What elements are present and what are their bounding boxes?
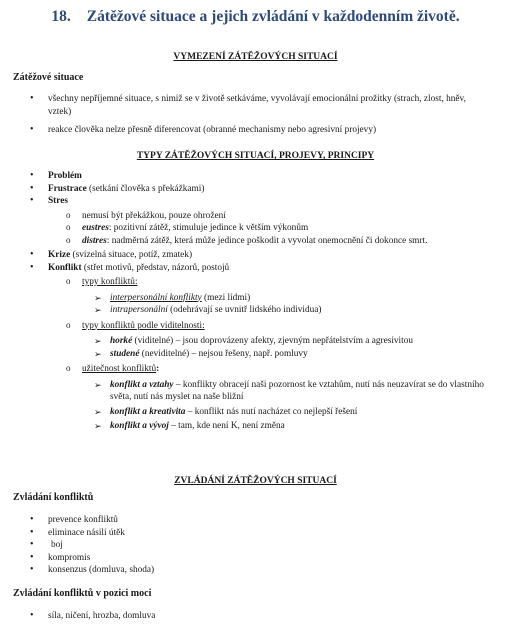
- page-title: [0, 8, 511, 26]
- list-item: • síla, ničení, hrozba, domluva: [26, 610, 466, 623]
- definition-list: [26, 93, 486, 137]
- usefulness-list: [94, 379, 496, 433]
- list-item-crisis: • Krize (svízelná situace, potíž, zmatek): [26, 249, 496, 262]
- list-item: ➢ studené (neviditelné) – nejsou řešeny, např. pomluvy: [94, 348, 496, 361]
- list-item: ➢ interpersonální konflikty (mezi lidmi): [94, 292, 496, 305]
- list-item: ➢ intrapersonální (odehrávají se uvnitř lidského individua): [94, 304, 496, 317]
- list-item: o nemusí být překážkou, pouze ohrožení: [64, 210, 496, 223]
- list-item-frustration: • Frustrace (setkání člověka s překážkami): [26, 183, 496, 196]
- list-item: • boj: [26, 539, 466, 552]
- conflict-types-list: [94, 292, 496, 317]
- list-item: • reakce člověka nelze přesně diferencovat (obranné mechanismy nebo agresivní projevy): [26, 124, 486, 137]
- coping-list: [26, 514, 466, 577]
- list-item: ➢ konflikt a vztahy – konflikty obracejí naši pozornost ke vztahům, nutí nás neuzavírat se do vlastního světa, nutí nás myslet na naše bližní: [94, 379, 496, 404]
- list-item: ➢ konflikt a vývoj – tam, kde není K, není změna: [94, 420, 496, 433]
- stress-sublist: [64, 210, 496, 248]
- types-list: [26, 170, 496, 433]
- list-item: • konsenzus (domluva, shoda): [26, 564, 466, 577]
- power-list: [26, 610, 466, 623]
- list-item-problem: • Problém: [26, 170, 496, 183]
- visibility-types-list: [94, 335, 496, 360]
- list-item-conflict: • Konflikt (střet motivů, představ, názorů, postojů o typy konfliktů: ➢ interpersonální konflikty (mezi lidmi) ➢ intrapersonální (odehrávají se uvnitř lidského individua) o typy konfliktů podle viditelnosti: ➢ horké (viditelné) – jsou doprovázeny afekty, zjevným nepřátelstvím a agresivitou ➢ studené (neviditelné) – nejsou řešeny, např. pomluvy o užitečnost konfliktů: ➢ konflikt a vztahy – konflikty obracejí naši pozornost ke vztahům, nutí nás neuzavírat se do vlastního světa, nutí nás myslet na naše bližní ➢ konflikt a kreativita – konflikt nás nutí nacházet co nejlepší řešení ➢ konflikt a vývoj – tam, kde není K, není změna: [26, 262, 496, 433]
- subheading-conflict-management: Zvládání konfliktů: [13, 492, 94, 503]
- section-heading-types: TYPY ZÁTĚŽOVÝCH SITUACÍ, PROJEVY, PRINCIPY: [136, 151, 375, 161]
- section-heading-coping: ZVLÁDÁNÍ ZÁTĚŽOVÝCH SITUACÍ: [174, 476, 337, 486]
- list-item: o typy konfliktů: ➢ interpersonální konflikty (mezi lidmi) ➢ intrapersonální (odehrávají se uvnitř lidského individua): [64, 276, 496, 317]
- list-item: ➢ horké (viditelné) – jsou doprovázeny afekty, zjevným nepřátelstvím a agresivitou: [94, 335, 496, 348]
- list-item: • eliminace násilí útěk: [26, 527, 466, 540]
- list-item-stress: • Stres o nemusí být překážkou, pouze ohrožení o eustres: pozitivní zátěž, stimuluje jedince k větším výkonům o distres: nadměrná zátěž, která může jedince poškodit a vyvolat onemocnění či dokonce smrt.: [26, 195, 496, 247]
- list-item: ➢ konflikt a kreativita – konflikt nás nutí nacházet co nejlepší řešení: [94, 406, 496, 419]
- section-heading-definition: VYMEZENÍ ZÁTĚŽOVÝCH SITUACÍ: [173, 52, 338, 62]
- chapter-number: 18.: [51, 8, 71, 25]
- list-item: o typy konfliktů podle viditelnosti: ➢ horké (viditelné) – jsou doprovázeny afekty, zjevným nepřátelstvím a agresivitou ➢ studené (neviditelné) – nejsou řešeny, např. pomluvy: [64, 320, 496, 361]
- list-item: o eustres: pozitivní zátěž, stimuluje jedince k větším výkonům: [64, 222, 496, 235]
- subheading-power-position: Zvládání konfliktů v pozici moci: [13, 588, 152, 599]
- subheading-stress-situations: Zátěžové situace: [13, 72, 84, 83]
- chapter-title: Zátěžové situace a jejich zvládání v každodenním životě.: [86, 8, 460, 25]
- list-item: o distres: nadměrná zátěž, která může jedince poškodit a vyvolat onemocnění či dokonce smrt.: [64, 235, 496, 248]
- list-item: o užitečnost konfliktů: ➢ konflikt a vztahy – konflikty obracejí naši pozornost ke vztahům, nutí nás neuzavírat se do vlastního světa, nutí nás myslet na naše bližní ➢ konflikt a kreativita – konflikt nás nutí nacházet co nejlepší řešení ➢ konflikt a vývoj – tam, kde není K, není změna: [64, 363, 496, 433]
- conflict-sublist: [64, 276, 496, 433]
- list-item: • kompromis: [26, 552, 466, 565]
- list-item: • všechny nepříjemné situace, s nimiž se v životě setkáváme, vyvolávají emocionální prožitky (strach, zlost, hněv, vztek): [26, 93, 486, 118]
- list-item: • prevence konfliktů: [26, 514, 466, 527]
